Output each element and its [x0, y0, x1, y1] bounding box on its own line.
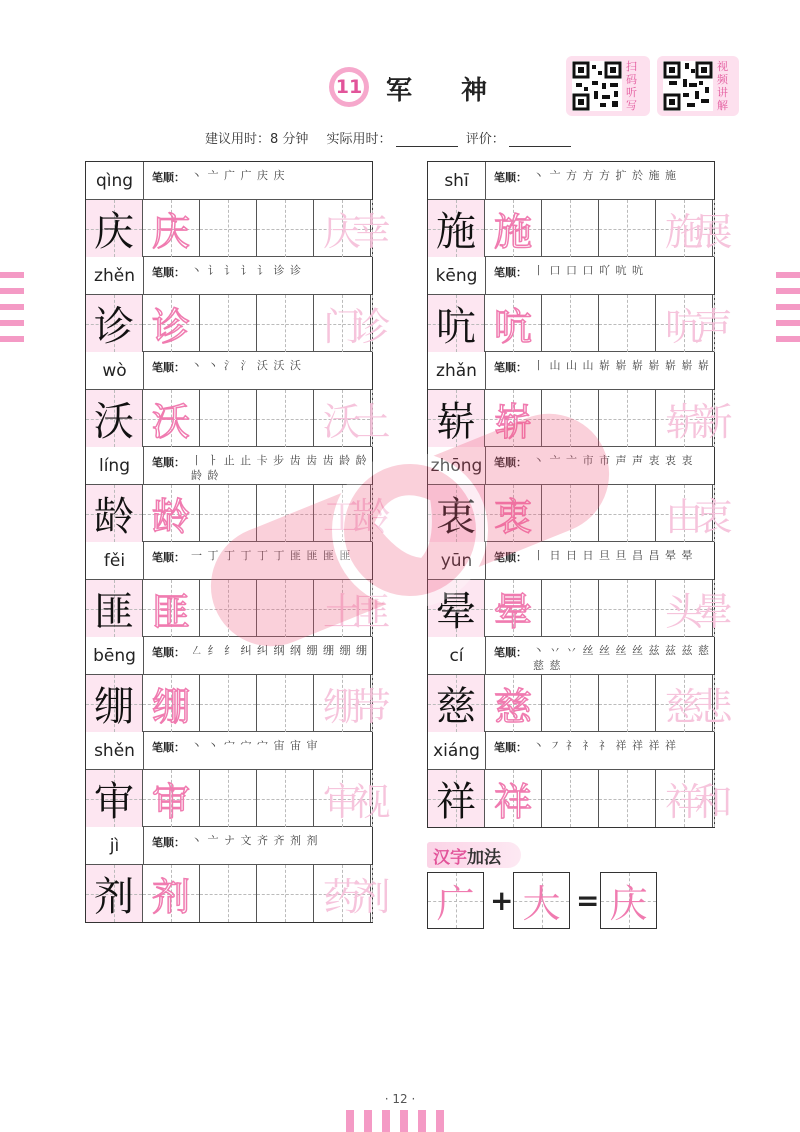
- main-character: 诊: [94, 304, 134, 350]
- pinyin-row: [86, 352, 372, 390]
- character-block: [428, 732, 733, 827]
- practice-row: [86, 770, 391, 827]
- blank-writing-cell[interactable]: [257, 580, 314, 637]
- stroke-label: 笔顺：: [494, 171, 527, 184]
- blank-writing-cell[interactable]: [542, 200, 599, 257]
- tracing-cell: [352, 390, 391, 447]
- blank-writing-cell[interactable]: [542, 580, 599, 637]
- tracing-character: 龄: [352, 495, 391, 539]
- tracing-character: 吭: [664, 305, 703, 349]
- stroke-order: [144, 162, 372, 199]
- tracing-cell: [694, 390, 733, 447]
- stroke-label: 笔顺：: [494, 456, 527, 469]
- tracing-cell: [143, 295, 200, 352]
- tracing-cell: [694, 675, 733, 732]
- tracing-cell: [352, 675, 391, 732]
- pinyin-row: [428, 447, 714, 485]
- blank-writing-cell[interactable]: [257, 295, 314, 352]
- pinyin-row: [428, 162, 714, 200]
- blank-writing-cell[interactable]: [200, 675, 257, 732]
- tracing-character: 绷: [151, 685, 190, 729]
- blank-writing-cell[interactable]: [599, 485, 656, 542]
- tracing-character: 声: [694, 305, 733, 349]
- stroke-order: [144, 637, 372, 674]
- blank-writing-cell[interactable]: [542, 485, 599, 542]
- tracing-character: 展: [694, 210, 733, 254]
- tracing-cell: [143, 580, 200, 637]
- main-character: 慈: [436, 684, 476, 730]
- pinyin: kēng: [428, 257, 486, 294]
- blank-writing-cell[interactable]: [599, 675, 656, 732]
- tracing-character: 和: [694, 780, 733, 824]
- stroke-label: 笔顺：: [152, 551, 185, 564]
- tracing-character: 晕: [493, 590, 532, 634]
- practice-row: [86, 675, 391, 732]
- character-block: [428, 162, 733, 257]
- tracing-character: 诊: [352, 305, 391, 349]
- stroke-order: [144, 732, 372, 769]
- main-character-cell: [86, 295, 143, 352]
- pinyin: fěi: [86, 542, 144, 579]
- stroke-sequence: 丶 丷 丷 丝 丝 丝 丝 兹 兹 兹 慈 慈 慈: [533, 644, 710, 672]
- practice-row: [428, 390, 733, 447]
- main-character: 衷: [436, 494, 476, 540]
- tracing-character: 绷: [322, 685, 361, 729]
- character-block: [86, 732, 391, 827]
- evaluation-field[interactable]: [509, 133, 571, 147]
- tracing-cell: [694, 200, 733, 257]
- tracing-cell: [352, 865, 391, 922]
- stroke-order: [486, 447, 714, 484]
- tracing-character: 由: [664, 495, 703, 539]
- lesson-number: 11: [334, 72, 364, 102]
- qr-code-icon: [572, 61, 622, 111]
- tracing-character: 带: [352, 685, 391, 729]
- stroke-label: 笔顺：: [152, 836, 185, 849]
- stroke-sequence: 丶 亠 ナ 文 齐 齐 剂 剂: [191, 834, 319, 847]
- tracing-character: 崭: [493, 400, 532, 444]
- tracing-character: 祥: [664, 780, 703, 824]
- tracing-cell: [485, 295, 542, 352]
- pinyin: cí: [428, 637, 486, 674]
- addition-result: [600, 872, 657, 929]
- addition-operand-b: [513, 872, 570, 929]
- tracing-cell: [143, 770, 200, 827]
- practice-row: [86, 390, 391, 447]
- blank-writing-cell[interactable]: [200, 580, 257, 637]
- addition-result-char: 庆: [609, 882, 648, 926]
- pinyin: xiáng: [428, 732, 486, 769]
- stroke-sequence: 丶 丶 宀 宀 宀 宙 宙 审: [191, 739, 319, 752]
- pinyin-row: [86, 542, 372, 580]
- plus-sign: +: [490, 884, 514, 917]
- stroke-sequence: 丶 亠 广 广 庆 庆: [191, 169, 286, 182]
- blank-writing-cell[interactable]: [542, 770, 599, 827]
- tracing-cell: [143, 200, 200, 257]
- stroke-sequence: 丨 日 日 日 旦 旦 昌 昌 晕 晕: [533, 549, 694, 562]
- blank-writing-cell[interactable]: [200, 390, 257, 447]
- tracing-cell: [485, 390, 542, 447]
- stroke-sequence: 丶 ㇇ 礻 礻 礻 祥 祥 祥 祥: [533, 739, 677, 752]
- left-side-bars: [0, 272, 24, 352]
- pinyin-row: [86, 732, 372, 770]
- blank-writing-cell[interactable]: [599, 200, 656, 257]
- tracing-cell: [352, 200, 391, 257]
- character-block: [428, 257, 733, 352]
- tracing-cell: [143, 865, 200, 922]
- main-character: 祥: [436, 779, 476, 825]
- tracing-character: 庆: [151, 210, 190, 254]
- practice-row: [428, 770, 733, 827]
- qr-dictation-label: 扫码听写: [626, 60, 637, 112]
- pinyin: shěn: [86, 732, 144, 769]
- blank-writing-cell[interactable]: [257, 485, 314, 542]
- tracing-character: 诊: [151, 305, 190, 349]
- main-character-cell: [428, 200, 485, 257]
- stroke-sequence: 丶 讠 讠 讠 讠 诊 诊: [191, 264, 302, 277]
- stroke-order: [486, 162, 714, 199]
- tracing-character: 庆: [322, 210, 361, 254]
- blank-writing-cell[interactable]: [257, 200, 314, 257]
- pinyin-row: [86, 162, 372, 200]
- tracing-character: 剂: [352, 875, 391, 919]
- practice-row: [428, 295, 733, 352]
- tracing-character: 慈: [493, 685, 532, 729]
- tracing-cell: [694, 770, 733, 827]
- blank-writing-cell[interactable]: [599, 770, 656, 827]
- suggested-time: 建议用时：8 分钟: [205, 132, 309, 147]
- practice-row: [428, 675, 733, 732]
- stroke-sequence: 丨 山 山 山 崭 崭 崭 崭 崭 崭 崭: [533, 359, 710, 372]
- pinyin: qìng: [86, 162, 144, 199]
- stroke-label: 笔顺：: [152, 171, 185, 184]
- character-block: [86, 542, 391, 637]
- main-character: 龄: [94, 494, 134, 540]
- stroke-label: 笔顺：: [494, 266, 527, 279]
- stroke-label: 笔顺：: [152, 456, 185, 469]
- pinyin: shī: [428, 162, 486, 199]
- lesson-number-badge: [329, 67, 369, 107]
- main-character-cell: [428, 580, 485, 637]
- tracing-cell: [352, 770, 391, 827]
- stroke-label: 笔顺：: [152, 266, 185, 279]
- blank-writing-cell[interactable]: [257, 675, 314, 732]
- tracing-character: 龄: [151, 495, 190, 539]
- blank-writing-cell[interactable]: [599, 580, 656, 637]
- stroke-sequence: ㇜ 纟 纟 纠 纠 纲 纲 绷 绷 绷 绷: [191, 644, 368, 657]
- blank-writing-cell[interactable]: [200, 200, 257, 257]
- stroke-sequence: 丶 丶 氵 氵 沃 沃 沃: [191, 359, 302, 372]
- tracing-character: 新: [694, 400, 733, 444]
- tracing-character: 头: [664, 590, 703, 634]
- addition-operand-b-char: 大: [522, 882, 561, 926]
- tracing-character: 沃: [322, 400, 361, 444]
- stroke-label: 笔顺：: [494, 646, 527, 659]
- stroke-label: 笔顺：: [152, 741, 185, 754]
- tracing-character: 工: [322, 495, 361, 539]
- tracing-cell: [694, 485, 733, 542]
- stroke-label: 笔顺：: [152, 646, 185, 659]
- tracing-character: 衷: [694, 495, 733, 539]
- left-character-column: [85, 161, 391, 923]
- tracing-cell: [485, 580, 542, 637]
- tracing-character: 剂: [151, 875, 190, 919]
- tracing-cell: [143, 390, 200, 447]
- practice-row: [86, 200, 391, 257]
- practice-row: [428, 580, 733, 637]
- pinyin: jì: [86, 827, 144, 864]
- pinyin: zhěn: [86, 257, 144, 294]
- main-character-cell: [86, 675, 143, 732]
- main-character: 匪: [94, 589, 134, 635]
- tracing-character: 衷: [493, 495, 532, 539]
- stroke-order: [144, 257, 372, 294]
- practice-row: [86, 865, 391, 922]
- qr-video-label: 视频讲解: [717, 60, 728, 112]
- blank-writing-cell[interactable]: [599, 295, 656, 352]
- addition-operand-a: [427, 872, 484, 929]
- main-character: 审: [94, 779, 134, 825]
- qr-dictation[interactable]: [566, 56, 650, 116]
- stroke-sequence: 丨 口 口 口 吖 吭 吭: [533, 264, 644, 277]
- character-block: [428, 542, 733, 637]
- character-block: [86, 257, 391, 352]
- stroke-label: 笔顺：: [152, 361, 185, 374]
- lesson-title: 军 神: [386, 76, 508, 106]
- bottom-bars: [346, 1110, 444, 1132]
- stroke-order: [486, 542, 714, 579]
- addition-title-part1: 汉字: [433, 847, 467, 868]
- stroke-label: 笔顺：: [494, 741, 527, 754]
- pinyin: bēng: [86, 637, 144, 674]
- blank-writing-cell[interactable]: [200, 865, 257, 922]
- tracing-character: 吭: [493, 305, 532, 349]
- tracing-cell: [485, 675, 542, 732]
- main-character: 绷: [94, 684, 134, 730]
- tracing-cell: [485, 770, 542, 827]
- pinyin: yūn: [428, 542, 486, 579]
- main-character: 崭: [436, 399, 476, 445]
- character-block: [86, 827, 391, 922]
- character-block: [428, 447, 733, 542]
- tracing-character: 施: [664, 210, 703, 254]
- stroke-order: [144, 447, 372, 484]
- pinyin-row: [428, 637, 714, 675]
- main-character-cell: [428, 390, 485, 447]
- tracing-character: 施: [493, 210, 532, 254]
- main-character: 晕: [436, 589, 476, 635]
- practice-row: [86, 485, 391, 542]
- practice-row: [428, 485, 733, 542]
- pinyin-row: [428, 542, 714, 580]
- tracing-cell: [694, 580, 733, 637]
- tracing-cell: [694, 295, 733, 352]
- tracing-character: 门: [322, 305, 361, 349]
- pinyin-row: [428, 352, 714, 390]
- tracing-character: 视: [352, 780, 391, 824]
- main-character-cell: [86, 580, 143, 637]
- main-character: 施: [436, 209, 476, 255]
- pinyin-row: [86, 827, 372, 865]
- right-side-bars: [776, 272, 800, 352]
- practice-row: [428, 200, 733, 257]
- stroke-sequence: 一 丁 丁 丁 丁 丁 匪 匪 匪 匪: [191, 549, 352, 562]
- character-block: [86, 162, 391, 257]
- tracing-cell: [485, 485, 542, 542]
- tracing-cell: [352, 580, 391, 637]
- tracing-cell: [485, 200, 542, 257]
- stroke-order: [486, 257, 714, 294]
- main-character-cell: [86, 200, 143, 257]
- blank-writing-cell[interactable]: [200, 770, 257, 827]
- practice-row: [86, 295, 391, 352]
- stroke-sequence: 丨 ㅏ 止 止 卡 步 齿 齿 齿 龄 龄 龄 龄: [191, 454, 368, 482]
- actual-time-field[interactable]: [396, 133, 458, 147]
- blank-writing-cell[interactable]: [599, 390, 656, 447]
- blank-writing-cell[interactable]: [542, 675, 599, 732]
- practice-row: [86, 580, 391, 637]
- blank-writing-cell[interactable]: [200, 485, 257, 542]
- page-number: · 12 ·: [384, 1092, 416, 1106]
- pinyin-row: [86, 637, 372, 675]
- stroke-sequence: 丶 亠 方 方 方 扩 於 施 施: [533, 169, 677, 182]
- info-line: [205, 128, 575, 147]
- main-character-cell: [428, 485, 485, 542]
- tracing-character: 土: [352, 400, 391, 444]
- qr-code-icon: [663, 61, 713, 111]
- pinyin: zhǎn: [428, 352, 486, 389]
- pinyin: líng: [86, 447, 144, 484]
- stroke-order: [144, 352, 372, 389]
- main-character-cell: [428, 295, 485, 352]
- stroke-order: [144, 542, 372, 579]
- tracing-character: 祥: [493, 780, 532, 824]
- addition-title-part2: 加法: [467, 847, 501, 868]
- pinyin: wò: [86, 352, 144, 389]
- main-character-cell: [86, 390, 143, 447]
- main-character-cell: [428, 675, 485, 732]
- blank-writing-cell[interactable]: [200, 295, 257, 352]
- stroke-order: [486, 732, 714, 769]
- actual-time-label: 实际用时：: [326, 132, 392, 147]
- tracing-character: 匪: [151, 590, 190, 634]
- blank-writing-cell[interactable]: [257, 390, 314, 447]
- evaluation-label: 评价：: [465, 132, 505, 147]
- tracing-character: 崭: [664, 400, 703, 444]
- main-character: 吭: [436, 304, 476, 350]
- tracing-character: 幸: [352, 210, 391, 254]
- main-character: 庆: [94, 209, 134, 255]
- main-character: 沃: [94, 399, 134, 445]
- tracing-cell: [352, 295, 391, 352]
- equals-sign: =: [576, 884, 600, 917]
- blank-writing-cell[interactable]: [257, 865, 314, 922]
- blank-writing-cell[interactable]: [542, 390, 599, 447]
- character-block: [86, 447, 391, 542]
- right-character-column: [427, 161, 733, 828]
- character-block: [428, 637, 733, 732]
- character-block: [86, 352, 391, 447]
- addition-operand-a-char: 广: [436, 882, 475, 926]
- character-block: [86, 637, 391, 732]
- tracing-character: 药: [322, 875, 361, 919]
- main-character-cell: [86, 865, 143, 922]
- main-character: 剂: [94, 874, 134, 920]
- stroke-sequence: 丶 亠 亠 市 市 声 声 衷 衷 衷: [533, 454, 694, 467]
- blank-writing-cell[interactable]: [542, 295, 599, 352]
- pinyin-row: [86, 257, 372, 295]
- tracing-character: 土: [322, 590, 361, 634]
- tracing-character: 沃: [151, 400, 190, 444]
- tracing-character: 慈: [664, 685, 703, 729]
- stroke-label: 笔顺：: [494, 551, 527, 564]
- pinyin-row: [86, 447, 372, 485]
- pinyin-row: [428, 732, 714, 770]
- stroke-order: [144, 827, 372, 864]
- tracing-cell: [352, 485, 391, 542]
- character-addition-title: [427, 842, 521, 868]
- tracing-character: 审: [151, 780, 190, 824]
- character-block: [428, 352, 733, 447]
- stroke-order: [486, 352, 714, 389]
- stroke-order: [486, 637, 714, 674]
- main-character-cell: [86, 770, 143, 827]
- qr-video[interactable]: [657, 56, 739, 116]
- tracing-character: 晕: [694, 590, 733, 634]
- pinyin: zhōng: [428, 447, 486, 484]
- main-character-cell: [428, 770, 485, 827]
- tracing-character: 审: [322, 780, 361, 824]
- tracing-cell: [143, 485, 200, 542]
- pinyin-row: [428, 257, 714, 295]
- main-character-cell: [86, 485, 143, 542]
- blank-writing-cell[interactable]: [257, 770, 314, 827]
- tracing-character: 匪: [352, 590, 391, 634]
- tracing-cell: [143, 675, 200, 732]
- stroke-label: 笔顺：: [494, 361, 527, 374]
- tracing-character: 悲: [694, 685, 733, 729]
